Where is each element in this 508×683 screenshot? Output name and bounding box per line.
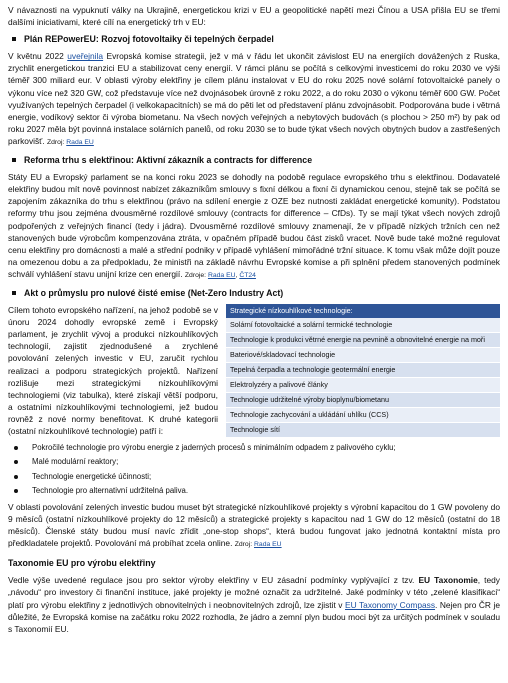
square-bullet-icon: [12, 158, 16, 162]
net-zero-paragraph: Cílem tohoto evropského nařízení, na jehož podobě se v únoru 2024 dohodly evropské země i Evropský parlament, je zrychlit vývoj a produkci nízkouhlíkových technologií, zajistit zjednodušené a zrychlené povolování zelených investic v EU, zaručit rychlou realizaci a podporu strategických projektů. Nařízení rozlišuje mezi strategickými nízkouhlíkovými technologiemi (viz tabulka), které získají větší podporu, a ostatními nízkouhlíkovými technologiemi, jež budou rovněž z nové normy benefitovat. K druhé kategorii (ostatní nízkouhlíkové technologie) patří i:: [8, 305, 218, 436]
square-bullet-icon: [12, 37, 16, 41]
square-bullet-icon: [12, 291, 16, 295]
source-link-ct24[interactable]: ČT24: [239, 271, 256, 279]
strategic-technologies-table: [226, 304, 500, 438]
text-run: Státy EU a Evropský parlament se na konci roku 2023 se dohodly na podobě regulace evropského trhu s elektřinou. Dodavatelé elektřiny budou mít nově povinnost nabízet zákazníkům smlouvy s fixní délkou a fixní či dynamickou cenou, stejně tak se počítá se zapojením zákazníka do trhu s elektřinou (právo na sdílení energie z OZE bez nutnosti zakládat energetické komunity). Podstatou reformy trhu jsou zejména dvousměrné rozdílové smlouvy (contracts for difference – CfDs). Ty se mají týkat všech nových zdrojů podpořených z veřejných financí (tedy i jádra). Dvousměrné rozdílové smlouvy znamenají, že v případě nízkých tržních cen než stanovených bude výrobcům kompenzována ztráta, v opačném případě budou část zisků vracet. Nově bude také možné regulovat cenu elektřiny pro domácnosti a malé a střední podniky v případě vyhlášení mimořádné tržní situace. K tomu však může dojít pouze na omezenou dobu a za předpokladu, že ministři na základě návrhu Evropské komise a při splnění předem stanovených podmínek schválí vyhlášení stavu unijní krize cen energií.: [8, 172, 500, 279]
text-run: V květnu 2022: [8, 51, 68, 62]
heading-text: Reforma trhu s elektřinou: Aktivní zákazník a contracts for difference: [24, 155, 313, 166]
text-run: Evropská komise strategii, jež v má v řádu let ukončit závislost EU na energiích dovážených z Ruska, zrychlit energetickou tranzici EU a stabilizovat ceny energií. V rámci plánu se počítá s celkovými investicemi do roku 2030 ve výši téměř 300 miliard eur. V oblasti výroby elektřiny je cílem plánu instalovat v EU do roku 2025 nové solární fotovoltaické panely o výkonu více než 320 GW, což představuje více než dvojnásobek úrovně z roku 2022, a do roku 2030 o výkonu téměř 600 GW. Počet využívaných tepelných čerpadel (i velkokapacitních) se má do pěti let od představení plánu zdvojnásobit. Podporována bude i větrná energie, vodíkový sektor či výroba biometanu. Na všech nových veřejných a nebytových budovách (s plochou > 250 m²) by pak od roku 2027 měla být povinná instalace solárních panelů, od roku 2030 se to bude týkat všech nových obytných budov a zastřešených parkovišť.: [8, 51, 500, 146]
text-run: , tedy „návodu“ pro investory či finanční instituce, jaké projekty je možné označit za udržitelné. Jaké podmínky v této „zelené klasifikaci“ platí pro výrobu elektřiny z jednotlivých obnovitelných i neobnovitelných zdrojů, lze zjistit v: [8, 575, 500, 610]
table-row: Technologie k produkci větrné energie na pevnině a obnovitelné energie na moři: [226, 333, 500, 348]
source-link-rada-eu[interactable]: Rada EU: [254, 541, 282, 549]
list-item: Pokročilé technologie pro výrobu energie z jaderných procesů s minimálním odpadem z palivového cyklu;: [8, 442, 500, 453]
text-run: . Nejen pro ČR je důležité, že Evropská komise na začátku roku 2022 rozhodla, že jádro a zemní plyn budou moci být za určitých podmínek v souladu s Taxonomií EU.: [8, 599, 500, 634]
table-header: Strategické nízkouhlíkové technologie:: [226, 304, 500, 318]
intro-paragraph: V návaznosti na vypuknutí války na Ukrajině, energetickou krizi v EU a geopolitické napětí mezi Čínou a USA přišla EU se třemi dalšími iniciativami, které cílí na energetický trh v EU:: [8, 5, 500, 28]
source-separator: ,: [235, 271, 240, 279]
source-link-rada-eu[interactable]: Rada EU: [207, 271, 236, 279]
source-label: Zdroj:: [234, 541, 254, 549]
table-row: Bateriové/skladovací technologie: [226, 348, 500, 363]
repowereu-paragraph: [8, 50, 500, 149]
link-eu-taxonomy-compass[interactable]: EU Taxonomy Compass: [345, 599, 436, 610]
other-technologies-list: [8, 442, 500, 496]
taxonomy-paragraph: [8, 574, 500, 634]
source-label: Zdroje:: [184, 271, 208, 279]
text-run: Vedle výše uvedené regulace jsou pro sektor výroby elektřiny v EU zásadní podmínky vyplývající z tzv.: [8, 575, 419, 586]
text-run: V oblasti povolování zelených investic budou muset být strategické nízkouhlíkové projekty s výrobní kapacitou do 1 GW povoleny do 9 měsíců (ostatní nízkouhlíkové projekty do 12 měsíců) a strategické projekty s kapacitou nad 1 GW do 12 měsíců (ostatní do 18 měsíců). Členské státy budou musí navíc zřídit „one-stop shops“, která budou fungovat jako jednotná kontaktní místa pro předkladatele projektů. Povolování má probíhat zcela online.: [8, 501, 500, 549]
section-heading-repowereu: [8, 33, 500, 45]
section-heading-net-zero: [8, 287, 500, 299]
section-heading-taxonomy: Taxonomie EU pro výrobu elektřiny: [8, 558, 156, 569]
link-uverejnila[interactable]: uveřejnila: [67, 51, 104, 62]
table-row: Tepelná čerpadla a technologie geotermální energie: [226, 363, 500, 378]
net-zero-block: [8, 304, 500, 442]
table-row: Elektrolyzéry a palivové články: [226, 378, 500, 393]
list-item: Technologie energetické účinnosti;: [8, 471, 500, 482]
list-item: Malé modulární reaktory;: [8, 456, 500, 467]
table-row: Solární fotovoltaické a solární termické technologie: [226, 318, 500, 333]
table-row: Technologie udržitelné výroby bioplynu/biometanu: [226, 393, 500, 408]
source-label: Zdroj:: [46, 138, 67, 146]
heading-text: Plán REPowerEU: Rozvoj fotovoltaiky či tepelných čerpadel: [24, 34, 274, 45]
table-row: Technologie zachycování a ukládání uhlíku (CCS): [226, 408, 500, 423]
table-row: Technologie sítí: [226, 423, 500, 438]
source-link-rada-eu[interactable]: Rada EU: [66, 138, 94, 146]
market-reform-paragraph: [8, 171, 500, 282]
heading-text: Akt o průmyslu pro nulové čisté emise (Net-Zero Industry Act): [24, 287, 284, 298]
bold-term-eu-taxonomie: EU Taxonomie: [418, 575, 478, 586]
section-heading-market-reform: [8, 154, 500, 166]
list-item: Technologie pro alternativní udržitelná paliva.: [8, 485, 500, 496]
permitting-paragraph: [8, 501, 500, 551]
